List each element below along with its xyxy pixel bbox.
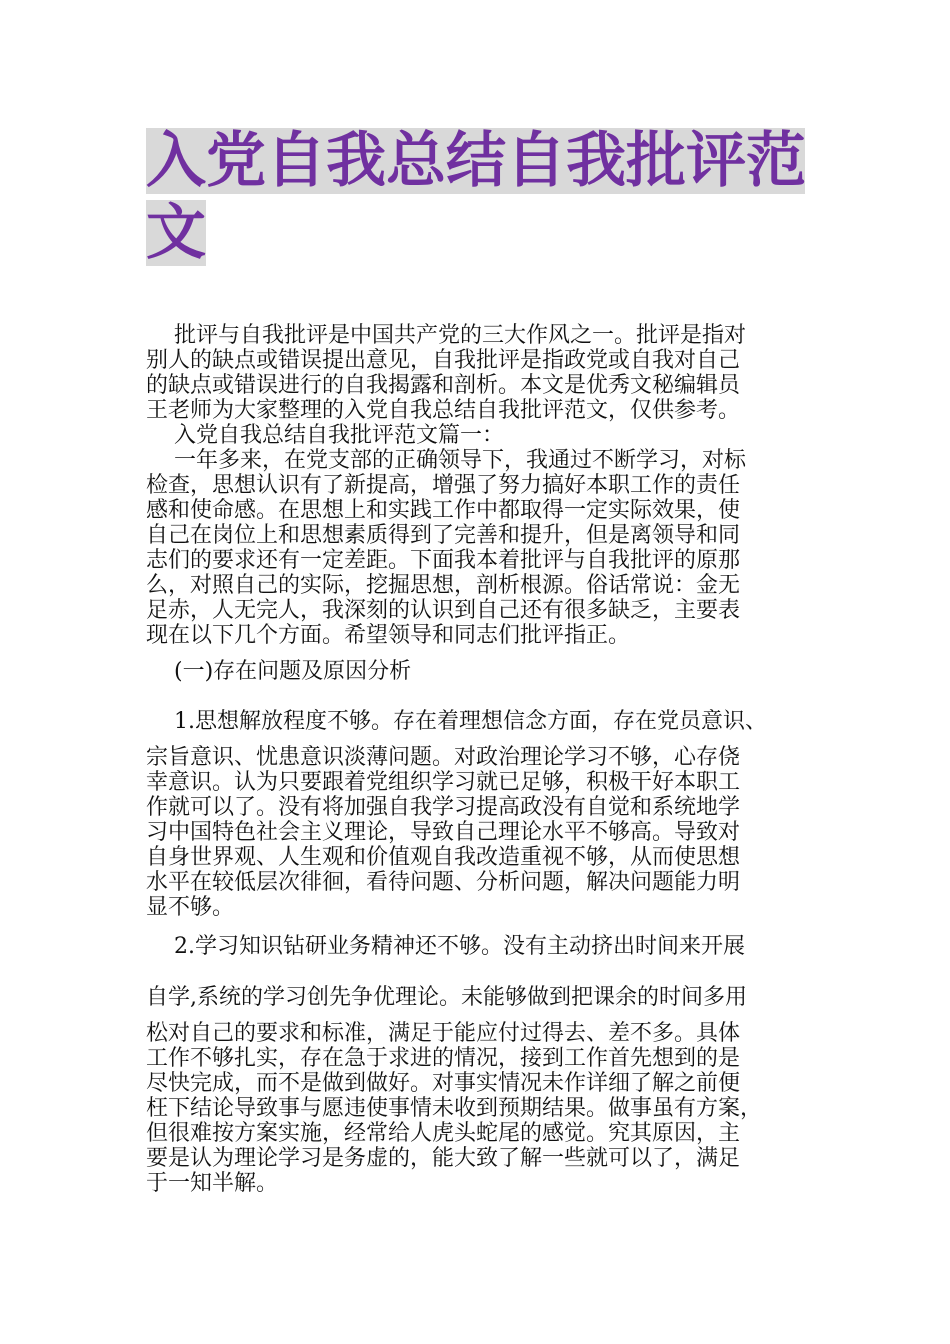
text-line: 显不够。: [146, 895, 235, 920]
text-line: 习中国特色社会主义理论，导致自己理论水平不够高。导致对: [146, 820, 741, 845]
text-line: 幸意识。认为只要跟着党组织学习就已足够，积极干好本职工: [146, 770, 741, 795]
document-title-line-2: 文: [146, 198, 206, 268]
section-heading: 入党自我总结自我批评范文篇一：: [174, 423, 505, 448]
text-line: 于一知半解。: [146, 1171, 279, 1196]
text-line: 宗旨意识、忧患意识淡薄问题。对政治理论学习不够，心存侥: [146, 745, 741, 770]
text-line: 一年多来，在党支部的正确领导下，我通过不断学习，对标: [174, 448, 747, 473]
text-line: 1.思想解放程度不够。存在着理想信念方面，存在党员意识、: [174, 709, 767, 734]
document-title-line-1: 入党自我总结自我批评范: [146, 126, 806, 196]
text-line: 的缺点或错误进行的自我揭露和剖析。本文是优秀文秘编辑员: [146, 373, 741, 398]
text-line: 自身世界观、人生观和价值观自我改造重视不够，从而使思想: [146, 845, 741, 870]
text-line: 要是认为理论学习是务虚的，能大致了解一些就可以了，满足: [146, 1146, 741, 1171]
text-line: 水平在较低层次徘徊，看待问题、分析问题，解决问题能力明: [146, 870, 741, 895]
text-line: 志们的要求还有一定差距。下面我本着批评与自我批评的原那: [146, 548, 741, 573]
text-line: 批评与自我批评是中国共产党的三大作风之一。批评是指对: [174, 323, 747, 348]
subheading: (一)存在问题及原因分析: [174, 659, 412, 684]
text-line: 王老师为大家整理的入党自我总结自我批评范文，仅供参考。: [146, 398, 741, 423]
text-line: 别人的缺点或错误提出意见，自我批评是指政党或自我对自己: [146, 348, 741, 373]
text-line: 感和使命感。在思想上和实践工作中都取得一定实际效果，使: [146, 498, 741, 523]
text-line: 么，对照自己的实际，挖掘思想，剖析根源。俗话常说：金无: [146, 573, 741, 598]
text-line: 枉下结论导致事与愿违使事情未收到预期结果。做事虽有方案，: [146, 1096, 763, 1121]
text-line: 自己在岗位上和思想素质得到了完善和提升，但是离领导和同: [146, 523, 741, 548]
text-line: 现在以下几个方面。希望领导和同志们批评指正。: [146, 623, 631, 648]
text-line: 2.学习知识钻研业务精神还不够。没有主动挤出时间来开展: [174, 934, 745, 959]
text-line: 松对自己的要求和标准，满足于能应付过得去、差不多。具体: [146, 1021, 741, 1046]
text-line: 作就可以了。没有将加强自我学习提高政没有自觉和系统地学: [146, 795, 741, 820]
text-line: 检查，思想认识有了新提高，增强了努力搞好本职工作的责任: [146, 473, 741, 498]
text-line: 但很难按方案实施，经常给人虎头蛇尾的感觉。究其原因，主: [146, 1121, 741, 1146]
text-line: 足赤，人无完人，我深刻的认识到自己还有很多缺乏，主要表: [146, 598, 741, 623]
text-line: 自学,系统的学习创先争优理论。未能够做到把课余的时间多用: [146, 985, 747, 1010]
text-line: 尽快完成，而不是做到做好。对事实情况未作详细了解之前便: [146, 1071, 741, 1096]
text-line: 工作不够扎实，存在急于求进的情况，接到工作首先想到的是: [146, 1046, 741, 1071]
